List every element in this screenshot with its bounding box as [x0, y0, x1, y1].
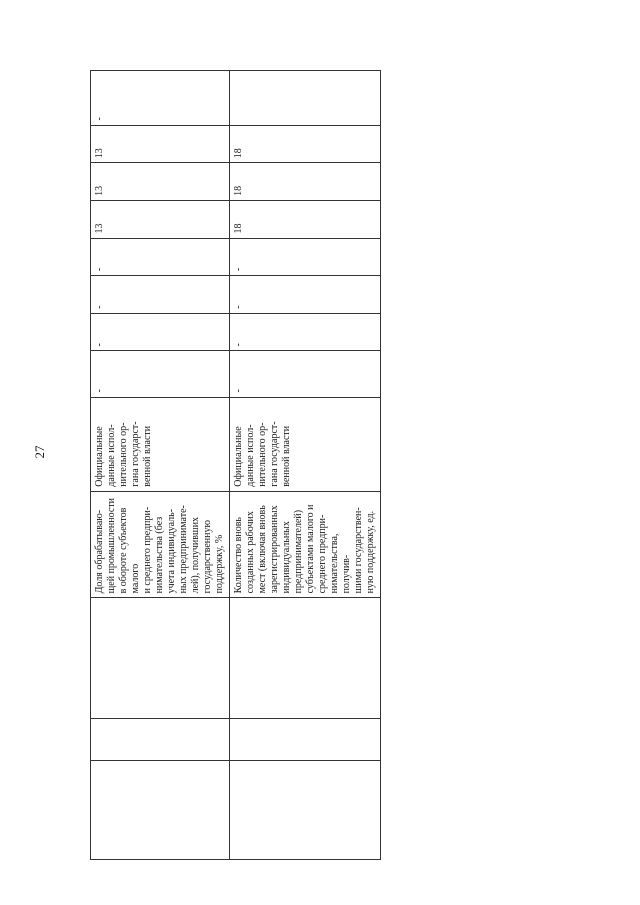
indicator-cell: Количество вновь созданных рабочих мест (включая вновь зарегистрированных индивидуальных предпринимателей) субъектами малого и среднего предпри- нимательства, получив- шими государствен- ную поддержку, ед. — [230, 491, 381, 598]
table-row — [91, 71, 230, 860]
value-cell — [230, 71, 381, 126]
value-cell: 13 — [91, 200, 230, 238]
value-cell: 18 — [230, 163, 381, 201]
value-cell: 18 — [230, 125, 381, 163]
value-cell: - — [230, 313, 381, 351]
value-cell: 13 — [91, 125, 230, 163]
value-cell: - — [91, 71, 230, 126]
value-cell: - — [91, 313, 230, 351]
empty-cell — [91, 598, 230, 718]
page-number: 27 — [32, 445, 47, 459]
source-cell: Официальные данные испол- нительного ор- гана государст- венной власти — [91, 397, 230, 491]
source-cell: Официальные данные испол- нительного ор- гана государст- венной власти — [230, 397, 381, 491]
empty-cell — [230, 598, 381, 718]
value-cell: - — [230, 351, 381, 397]
indicator-cell: Доля обрабатываю- щей промышленности в обороте субъектов малого и среднего предпри- нимательства (без учета индивидуаль- ных предпринимате- лей), получивших государственную поддержку, % — [91, 491, 230, 598]
value-cell: - — [91, 276, 230, 314]
value-cell: - — [91, 238, 230, 276]
empty-cell — [230, 760, 381, 859]
table-row — [230, 71, 381, 860]
rotated-table-container — [90, 70, 376, 860]
indicators-table — [90, 70, 381, 860]
empty-cell — [230, 718, 381, 760]
value-cell: - — [91, 351, 230, 397]
empty-cell — [91, 718, 230, 760]
value-cell: - — [230, 276, 381, 314]
value-cell: - — [230, 238, 381, 276]
value-cell: 18 — [230, 200, 381, 238]
value-cell: 13 — [91, 163, 230, 201]
empty-cell — [91, 760, 230, 859]
